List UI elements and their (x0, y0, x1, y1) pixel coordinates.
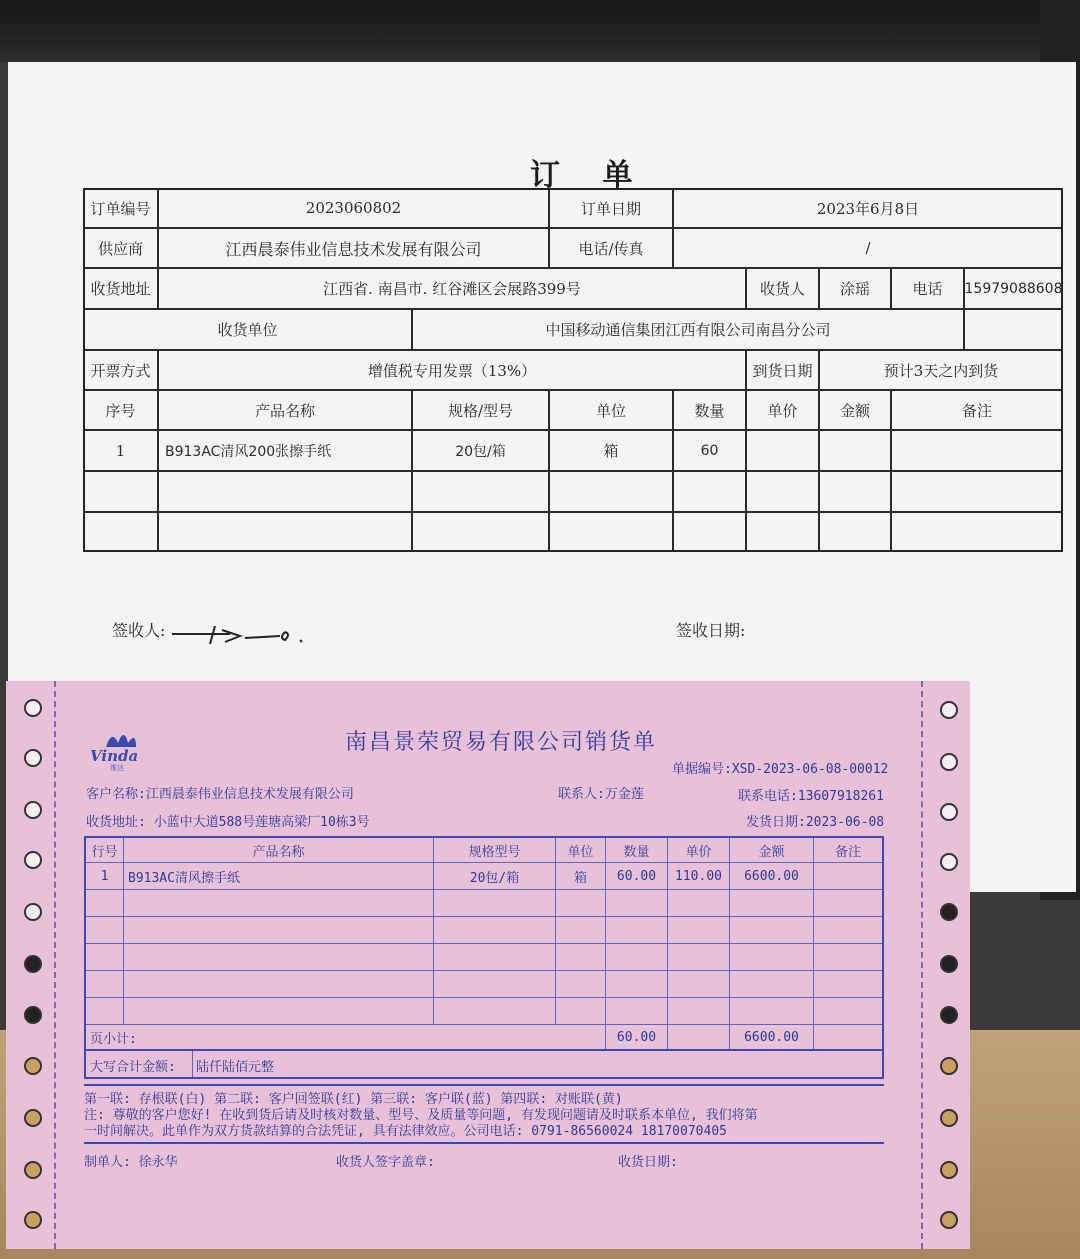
table-cell: 1 (83, 430, 158, 471)
table-cell (83, 512, 158, 552)
table-cell (668, 890, 730, 917)
table-cell (86, 998, 124, 1025)
col-header: 单位 (556, 838, 606, 863)
subtotal-blank (668, 1025, 730, 1049)
table-cell (730, 971, 814, 998)
subtotal-qty: 60.00 (606, 1025, 668, 1049)
table-cell (673, 471, 746, 512)
receive-date-label: 收货日期: (618, 1155, 678, 1170)
col-header: 数量 (673, 390, 746, 430)
feed-hole (940, 853, 958, 871)
capital-label: 大写合计金额: (90, 1060, 176, 1075)
table-cell (819, 512, 891, 552)
table-cell (730, 890, 814, 917)
table-cell (124, 998, 434, 1025)
table-cell (606, 944, 668, 971)
table-cell: 60.00 (606, 863, 668, 890)
maker: 制单人: 徐永华 (84, 1155, 178, 1170)
table-cell (124, 971, 434, 998)
col-header: 产品名称 (124, 838, 434, 863)
copies-note: 第一联: 存根联(白) 第二联: 客户回签联(红) 第三联: 客户联(蓝) 第四联: 对账联(黄) (84, 1092, 623, 1107)
table-cell (668, 917, 730, 944)
feed-hole (24, 1057, 42, 1075)
feed-hole (940, 753, 958, 771)
subtotal-note (814, 1025, 882, 1049)
order-no-label: 订单编号 (83, 188, 158, 228)
receiver-label: 收货人 (746, 268, 819, 309)
table-cell: 6600.00 (730, 863, 814, 890)
col-header: 单价 (746, 390, 819, 430)
customer-name: 客户名称:江西晨泰伟业信息技术发展有限公司 (86, 787, 354, 802)
feed-hole (24, 699, 42, 717)
table-cell (124, 917, 434, 944)
table-cell (83, 471, 158, 512)
table-cell (606, 917, 668, 944)
table-cell: 箱 (549, 430, 673, 471)
feed-hole (940, 1161, 958, 1179)
receiver-signature-label: 收货人签字盖章: (336, 1155, 435, 1170)
background-top (0, 0, 1080, 62)
table-cell (668, 971, 730, 998)
table-cell (668, 944, 730, 971)
table-cell (412, 471, 549, 512)
order-date: 2023年6月8日 (673, 188, 1063, 228)
table-cell: 箱 (556, 863, 606, 890)
feed-hole (24, 749, 42, 767)
col-header: 行号 (86, 838, 124, 863)
contact-person: 联系人:万金莲 (558, 787, 644, 802)
notice-line-1: 注: 尊敬的客户您好! 在收到货后请及时核对数量、型号、及质量等问题, 有发现问题请及时联系本单位, 我们将第 (84, 1108, 758, 1123)
doc-number: 单据编号:XSD-2023-06-08-00012 (672, 762, 889, 777)
table-cell (814, 944, 882, 971)
notice-line-2: 一时间解决。此单作为双方货款结算的合法凭证, 具有法律效应。公司电话: 0791-86560024 18170070405 (84, 1124, 727, 1139)
feed-hole (940, 903, 958, 921)
delivery-address: 收货地址: 小蓝中大道588号莲塘高梁厂10栋3号 (86, 815, 370, 830)
table-cell (730, 917, 814, 944)
order-no: 2023060802 (158, 188, 549, 228)
capital-divider (192, 1051, 193, 1077)
feed-hole (940, 803, 958, 821)
order-title: 订 单 (530, 158, 649, 193)
table-cell (158, 471, 412, 512)
table-cell (434, 998, 556, 1025)
slip-table (84, 836, 884, 1051)
table-cell (556, 998, 606, 1025)
sign-date-label: 签收日期: (676, 621, 746, 640)
table-cell (434, 971, 556, 998)
handwritten-signature (170, 620, 310, 650)
col-header: 单位 (549, 390, 673, 430)
table-cell: B913AC清风200张擦手纸 (158, 430, 412, 471)
feed-hole (24, 903, 42, 921)
table-cell (814, 971, 882, 998)
feed-hole (940, 1109, 958, 1127)
capital-amount: 陆仟陆佰元整 (196, 1060, 275, 1075)
receiver: 涂瑶 (819, 268, 891, 309)
feed-hole (940, 1211, 958, 1229)
table-cell (556, 917, 606, 944)
feed-hole (24, 1211, 42, 1229)
feed-hole (940, 1006, 958, 1024)
signer-label: 签收人: (112, 621, 166, 640)
table-cell (86, 890, 124, 917)
table-cell (891, 471, 1063, 512)
table-cell (891, 512, 1063, 552)
col-header: 金额 (819, 390, 891, 430)
feed-hole (24, 851, 42, 869)
table-cell (814, 890, 882, 917)
table-cell (412, 512, 549, 552)
invoice-label: 开票方式 (83, 350, 158, 390)
feed-hole (940, 1057, 958, 1075)
unit-blank (964, 309, 1063, 350)
address-label: 收货地址 (83, 268, 158, 309)
feed-hole (24, 1109, 42, 1127)
table-cell (434, 944, 556, 971)
feed-hole (24, 955, 42, 973)
table-cell (556, 971, 606, 998)
feed-hole (24, 1006, 42, 1024)
col-header: 规格型号 (434, 838, 556, 863)
feed-hole (24, 801, 42, 819)
subtotal-label: 页小计: (86, 1025, 606, 1049)
invoice: 增值税专用发票（13%） (158, 350, 746, 390)
col-header: 金额 (730, 838, 814, 863)
phone-label: 电话 (891, 268, 964, 309)
subtotal-amount: 6600.00 (730, 1025, 814, 1049)
table-cell: 60 (673, 430, 746, 471)
table-cell (158, 512, 412, 552)
table-cell (86, 971, 124, 998)
table-cell: 20包/箱 (434, 863, 556, 890)
vinda-logo (88, 725, 148, 771)
feed-hole (24, 1161, 42, 1179)
table-cell (606, 998, 668, 1025)
table-cell (730, 998, 814, 1025)
table-cell (549, 512, 673, 552)
logo-brand-cn: 维达 (110, 764, 124, 771)
table-cell (814, 863, 882, 890)
col-header: 数量 (606, 838, 668, 863)
col-header: 规格/型号 (412, 390, 549, 430)
table-cell (86, 917, 124, 944)
contact-phone: 联系电话:13607918261 (738, 789, 884, 804)
table-cell (891, 430, 1063, 471)
capital-row (84, 1051, 884, 1079)
table-cell (556, 944, 606, 971)
arrival: 预计3天之内到货 (819, 350, 1063, 390)
slip-title: 南昌景荣贸易有限公司销货单 (345, 730, 658, 755)
divider-line (84, 1084, 884, 1086)
table-cell (124, 890, 434, 917)
phone: 15979088608 (964, 268, 1063, 309)
table-cell: 110.00 (668, 863, 730, 890)
table-cell (668, 998, 730, 1025)
table-cell (673, 512, 746, 552)
divider-line (84, 1142, 884, 1144)
table-cell (746, 430, 819, 471)
col-header: 产品名称 (158, 390, 412, 430)
table-cell (819, 430, 891, 471)
table-cell: B913AC清风擦手纸 (124, 863, 434, 890)
feed-hole (940, 701, 958, 719)
phone-fax-label: 电话/传真 (549, 228, 673, 268)
table-cell (124, 944, 434, 971)
unit-label: 收货单位 (83, 309, 412, 350)
table-cell (814, 917, 882, 944)
col-header: 备注 (891, 390, 1063, 430)
logo-brand: Vinda (90, 747, 139, 765)
feed-hole (940, 955, 958, 973)
table-cell (434, 890, 556, 917)
order-table (83, 188, 1063, 552)
table-cell (746, 512, 819, 552)
perforation-right (921, 681, 925, 1249)
table-cell: 1 (86, 863, 124, 890)
table-cell (86, 944, 124, 971)
supplier-label: 供应商 (83, 228, 158, 268)
table-cell (606, 971, 668, 998)
phone-fax: / (673, 228, 1063, 268)
table-cell (549, 471, 673, 512)
table-cell: 20包/箱 (412, 430, 549, 471)
arrival-label: 到货日期 (746, 350, 819, 390)
ship-date: 发货日期:2023-06-08 (746, 815, 885, 830)
col-header: 单价 (668, 838, 730, 863)
unit: 中国移动通信集团江西有限公司南昌分公司 (412, 309, 964, 350)
order-date-label: 订单日期 (549, 188, 673, 228)
perforation-left (54, 681, 58, 1249)
table-cell (730, 944, 814, 971)
col-header: 备注 (814, 838, 882, 863)
table-cell (746, 471, 819, 512)
table-cell (814, 998, 882, 1025)
col-header: 序号 (83, 390, 158, 430)
address: 江西省. 南昌市. 红谷滩区会展路399号 (158, 268, 746, 309)
table-cell (606, 890, 668, 917)
table-cell (819, 471, 891, 512)
table-cell (434, 917, 556, 944)
table-cell (556, 890, 606, 917)
supplier: 江西晨泰伟业信息技术发展有限公司 (158, 228, 549, 268)
